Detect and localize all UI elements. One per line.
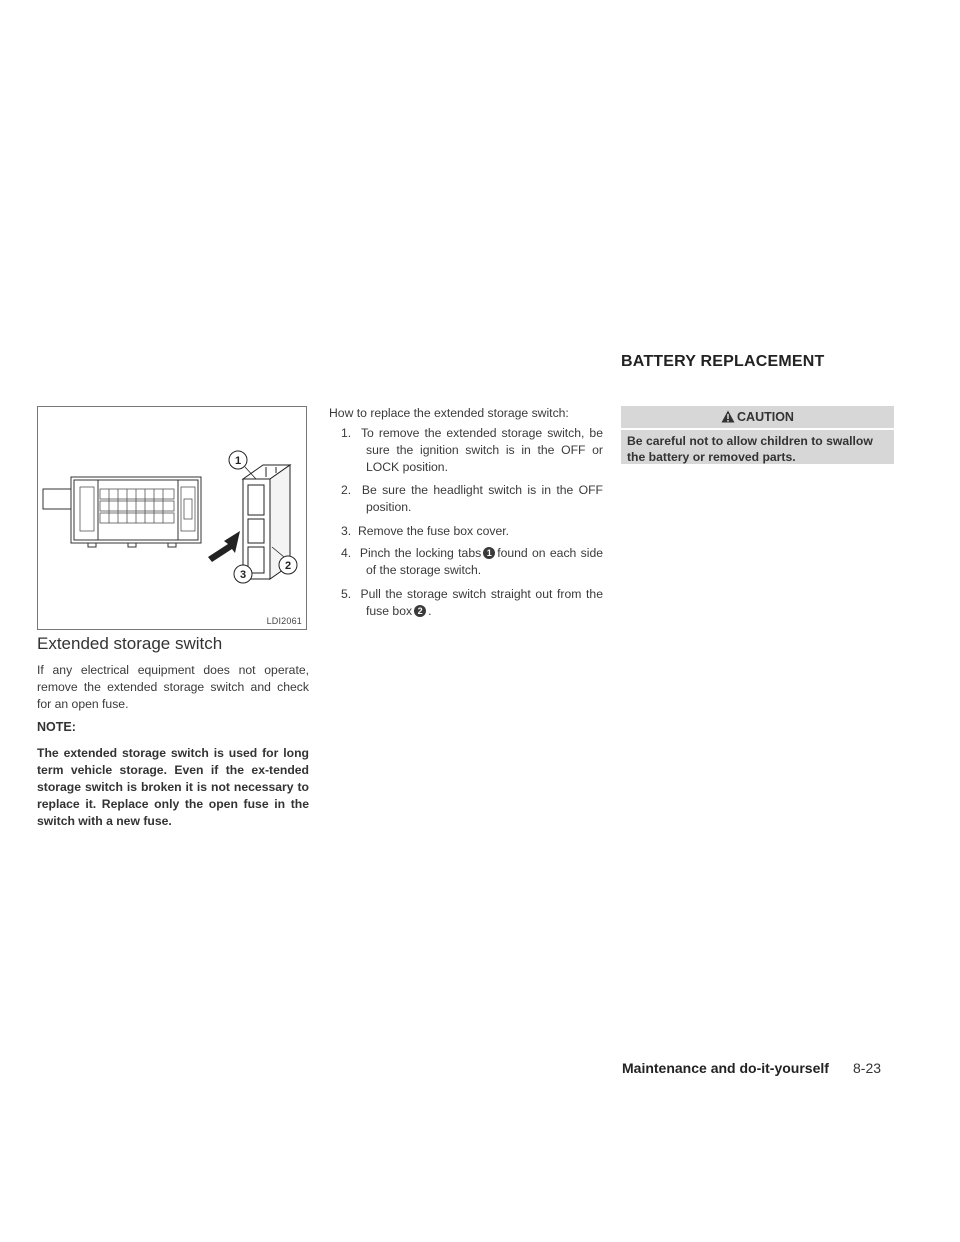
step-3: [341, 523, 603, 540]
step-4: [341, 545, 603, 579]
caution-header: [621, 406, 894, 428]
footer-page-number: 8-23: [853, 1060, 882, 1076]
caution-text: Be careful not to allow children to swallow the battery or removed parts.: [621, 430, 894, 464]
step-text-a: Pinch the locking tabs: [359, 546, 482, 560]
step-text: Be sure the headlight switch is in the OFF position.: [361, 483, 603, 514]
callout-ref-1: 1: [483, 547, 495, 559]
svg-text:2: 2: [284, 560, 292, 572]
step-number: 2.: [341, 483, 352, 497]
step-number: 5.: [341, 587, 352, 601]
note-label: NOTE:: [37, 720, 76, 734]
figure-extended-storage-switch: [37, 406, 307, 630]
step-text-b: .: [428, 604, 432, 618]
footer-section-name: Maintenance and do-it-yourself: [622, 1060, 829, 1076]
note-text: The extended storage switch is used for long term vehicle storage. Even if the ex-tended storage switch is broken it is not necessary to replace it. Replace only the open fuse in the switch with a new fuse.: [37, 746, 309, 828]
callout-ref-2: 2: [414, 605, 426, 617]
pull-direction-arrow: [208, 531, 240, 562]
warning-icon: [721, 410, 735, 423]
battery-replacement-heading: BATTERY REPLACEMENT: [621, 353, 825, 370]
step-2: [341, 482, 603, 516]
step-text-b: found on each side of the storage switch.: [366, 546, 604, 577]
callout-3: [234, 565, 252, 583]
step-1: [341, 425, 603, 476]
svg-text:3: 3: [239, 569, 247, 581]
step-number: 3.: [341, 524, 352, 538]
step-text-a: Pull the storage switch straight out from the fuse box: [360, 587, 603, 618]
figure-id: LDI2061: [266, 616, 302, 626]
svg-text:1: 1: [234, 455, 242, 467]
fuse-box-illustration: [38, 407, 306, 629]
callout-1: [229, 451, 256, 479]
step-number: 1.: [341, 426, 352, 440]
caution-title: CAUTION: [737, 410, 794, 424]
step-5: [341, 586, 603, 620]
steps-intro: How to replace the extended storage switch:: [329, 406, 569, 420]
step-text: To remove the extended storage switch, be sure the ignition switch is in the OFF or LOCK position.: [360, 426, 603, 474]
step-text: Remove the fuse box cover.: [357, 524, 510, 538]
intro-paragraph: If any electrical equipment does not operate, remove the extended storage switch and check for an open fuse.: [37, 663, 309, 711]
step-number: 4.: [341, 546, 352, 560]
section-title: Extended storage switch: [37, 634, 223, 653]
